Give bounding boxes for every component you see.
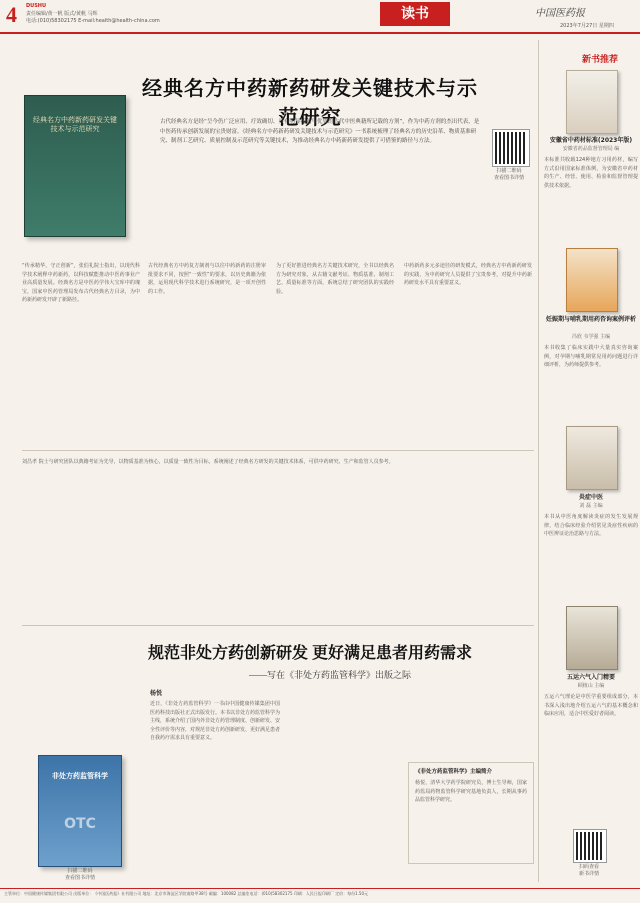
masthead-rule <box>0 32 640 34</box>
editors-line: 责任编辑/黄一帆 版式/黄帆 马辉 <box>26 11 98 17</box>
book-desc-1: 本标准共收载124种地方习用药材，编写方式沿用国家标准体例，为安徽省中药材的生产、经营、使用、检验和监督管理提供技术依据。 <box>544 157 638 189</box>
section-tag: 读书 <box>380 2 450 26</box>
second-qr-caption: 扫描二维码 查看图书详情 <box>64 868 95 881</box>
book-author-4: 顾植山 主编 <box>577 683 605 689</box>
book-desc-2: 本书收集了临床实践中大量真实咨询案例，对孕期与哺乳期常见用药问题进行详细评析，为药师提供参考。 <box>544 345 638 368</box>
second-author: 杨悦 <box>150 690 163 697</box>
issue-date: 2023年7月27日 星期四 <box>560 23 614 29</box>
contact-line: 电话:(010)58302175 E-mail:health@health-china.com <box>26 18 160 24</box>
lead-lower-divider <box>22 450 534 451</box>
book-title-4: 五运六气入门精要 <box>566 674 615 681</box>
right-column-divider <box>538 40 539 882</box>
book-cover-2 <box>566 248 618 312</box>
lead-body-lower: 刘昌孝 院士与研究团队以典籍考证为先导，以物质基准为核心，以质量一致性为目标，系统阐述了经典名方研发的关键技术体系，可供中药研究、生产和监管人员参考。 <box>22 459 394 465</box>
lead-body-col3: 为了更好推进经典名方关键技术研究，全书以经典名方为研究对象，从古籍文献考证、物质基准、制剂工艺、质量标准等方面，系统总结了研究团队的实践经验。 <box>276 263 394 295</box>
lead-body-col1: “传承精华，守正创新”，张伯礼院士指出，以现代科学技术阐释中药新药，以科技赋能推动中医药事业产业高质量发展。经典名方是中医药学伟大宝库中的瑰宝，国家中医药管理局发布古代经典名方目录，为中药新药研发开辟了新路径。 <box>22 263 140 303</box>
lead-body-col4: 中药新药多元多途径的研发模式，经典名方中药新药研发的实践，为中药研究人员提供了宝贵参考，对提升中药新药研发水平具有重要意义。 <box>404 263 532 286</box>
second-body: 近日，《非处方药监管科学》一书由中国健康传媒集团中国医药科技出版社正式出版发行。本书以非处方药监管科学为主线，系统介绍了国内外非处方药管理制度、创新研发、安全性评价等内容，对规范非处方药创新研发、更好满足患者自我药疗需求具有重要意义。 <box>150 701 281 741</box>
book-author-3: 刘 磊 主编 <box>579 503 603 509</box>
book-cover-1 <box>566 70 618 134</box>
paper-name: 中国医药报 <box>535 8 585 19</box>
article-divider <box>22 625 534 626</box>
right-qr-caption: 扫码查看 新书详情 <box>578 864 599 877</box>
book-title-1: 安徽省中药材标准(2023年版) <box>549 137 633 144</box>
second-subtitle: ——写在《非处方药监管科学》出版之际 <box>248 670 411 680</box>
editor-bio-box <box>408 762 534 864</box>
book-title-2: 妊娠期与哺乳期用药咨询案例评析 <box>545 316 636 323</box>
book-cover-3 <box>566 426 618 490</box>
lead-qr-caption: 扫描二维码 查看图书详情 <box>493 168 524 181</box>
page-number: 4 <box>6 2 17 27</box>
otc-cover-title: 非处方药监管科学 <box>52 772 108 780</box>
lead-title: 经典名方中药新药研发关键技术与示范研究 <box>142 78 478 129</box>
editor-bio-title: 《非处方药监管科学》主编简介 <box>415 769 493 775</box>
book-author-2: 冯欣 韦学强 主编 <box>571 334 611 340</box>
lead-intro: 古代经典名方是经“呈今仍广泛应用、疗效确切、具有明显特色与优势的古代中医典籍所记载的方剂”，作为中药方剂的杰出代表，是中医药传承创新发展的宝贵财富。《经典名方中药新药研发关键技术与示范研究》一书系统梳理了经典名方的历史沿革、物质基准研究、制剂工艺研究、质量控制及示范研究等关键技术，为推动经典名方中药新药研发提供了可借鉴的路径与方法。 <box>160 119 480 144</box>
editor-bio-text: 杨悦，清华大学药学院研究员，博士生导师，国家药监局药物监管科学研究基地负责人，长期从事药品监管科学研究。 <box>415 780 527 803</box>
new-books-header: 新书推荐 <box>581 55 618 65</box>
book-title-3: 炎症中医 <box>578 494 603 501</box>
lead-book-cover <box>24 95 126 237</box>
book-author-1: 安徽省药品监督管理局 编 <box>562 146 620 152</box>
footer-rule <box>0 888 640 889</box>
lead-qr-code[interactable] <box>493 130 529 166</box>
footer-text: 主管单位：中国健康传媒集团有限公司 出版单位：《中国医药报》社有限公司 地址：北京市海淀区学院南路甲38号 邮编：100082 总编室电话：(010)58302175 印刷：人民日报印刷厂 定价：每份1.50元 <box>4 891 369 896</box>
otc-book-cover <box>38 755 122 867</box>
lead-cover-title: 经典名方中药新药研发关键技术与示范研究 <box>33 116 117 133</box>
book-cover-4 <box>566 606 618 670</box>
book-desc-4: 五运六气理论是中医学重要组成部分，本书深入浅出地介绍五运六气的基本概念和临床应用，适合中医爱好者阅读。 <box>544 694 638 717</box>
section-code: DUSHU <box>26 3 47 9</box>
second-title: 规范非处方药创新研发 更好满足患者用药需求 <box>147 645 472 662</box>
book-desc-3: 本书从中医角度解读炎症的发生发展规律，结合临床经验介绍常见炎症性疾病的中医辨证论治思路与方法。 <box>544 514 638 537</box>
right-qr-code[interactable] <box>574 830 606 862</box>
otc-cover-mark: OTC <box>64 816 96 832</box>
lead-body-col2: 古代经典名方中药复方制剂与以往中药新药的注册审批要求不同，按照“一致性”的要求，以历史典籍为依据，运用现代科学技术进行系统研究，是一项开创性的工作。 <box>148 263 266 295</box>
